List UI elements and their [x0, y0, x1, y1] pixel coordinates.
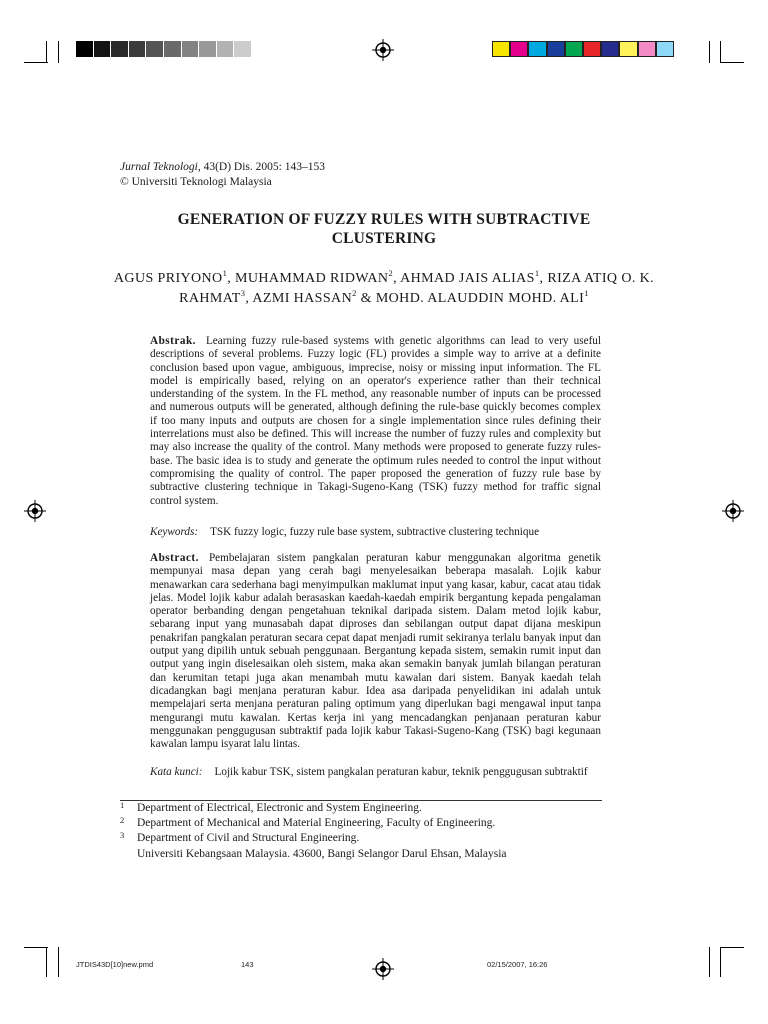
registration-mark-icon: [372, 39, 394, 61]
color-swatch: [619, 41, 637, 57]
registration-mark-icon: [722, 500, 744, 522]
slug-filename: JTDIS43D[10]new.pmd: [76, 960, 154, 969]
author-affiliation-mark: 1: [584, 288, 589, 298]
gray-swatch: [94, 41, 112, 57]
title-line: GENERATION OF FUZZY RULES WITH SUBTRACTIVE: [177, 211, 591, 228]
gray-swatch: [234, 41, 252, 57]
abstrak-text: Learning fuzzy rule-based systems with genetic algorithms can lead to very useful descriptions of several problems. Fuzzy logic (FL) provides a simple way to arrive at a definite conclusion based upon vague, ambiguous, imprecise, noisy or missing input information. The FL model is empirically based, relying on an operator's experience rather than their technical understanding of the system. In the FL method, any reasonable number of inputs can be processed and numerous outputs will be generated, although defining the rule-base quickly becomes complex if too many inputs and outputs are chosen for a single implementation since rules defining their interrelations must also be defined. This will increase the number of fuzzy rules and complexity but may also increase the quality of the control. Many methods were proposed to generate fuzzy rules-base. The basic idea is to study and generate the optimum rules needed to control the input without compromising the quality of control. The paper proposed the generation of fuzzy rule base by subtractive clustering technique in Takagi-Sugeno-Kang (TSK) fuzzy method for traffic signal control system.: [150, 335, 601, 507]
author-name: AGUS PRIYONO: [113, 271, 223, 286]
author-separator: ,: [539, 271, 548, 286]
slug-datetime: 02/15/2007, 16:26: [487, 960, 548, 969]
journal-issue: , 43(D) Dis. 2005: 143–153: [197, 161, 325, 173]
keywords-line: [150, 526, 601, 539]
footnote-text: Department of Electrical, Electronic and System Engineering.: [137, 802, 422, 814]
color-swatch: [492, 41, 510, 57]
gray-swatch: [146, 41, 164, 57]
author-name: MUHAMMAD RIDWAN: [235, 271, 389, 286]
footnote-mark: 1: [120, 800, 125, 810]
registration-mark-icon: [24, 500, 46, 522]
kata-kunci-line: [150, 766, 601, 779]
author-list: [100, 269, 668, 309]
author-separator: ,: [393, 271, 401, 286]
color-swatch: [565, 41, 583, 57]
keywords-label: Keywords:: [150, 526, 199, 538]
color-swatch: [547, 41, 565, 57]
author-separator: ,: [245, 291, 253, 306]
color-swatch: [601, 41, 619, 57]
grayscale-calibration-bar: [76, 41, 252, 57]
gray-swatch: [182, 41, 200, 57]
footnote-text: Department of Mechanical and Material Engineering, Faculty of Engineering.: [137, 817, 496, 830]
abstract-text: Pembelajaran sistem pangkalan peraturan kabur menggunakan algoritma genetik mempunyai masa depan yang cerah bagi menyelesaikan beberapa masalah. Lojik kabur menawarkan cara sederhana bagi menyimpulkan maklumat input yang kasar, kabur, cacat atau tidak jelas. Model lojik kabur adalah berasaskan kaedah-kaedah empirik bergantung kepada pengalaman operator berbanding dengan pengetahuan teknikal daripada sistem. Dalam metod lojik kabur, sebarang input yang munasabah dapat diproses dan sebilangan output dapat dijana meskipun penakrifan pangkalan peraturan secara cepat dapat menjadi rumit sekiranya terlalu banyak input dan output yang dipilih untuk sebuah penggunaan. Bergantung kepada sistem, semakin rumit input dan output yang ingin diselesaikan oleh sistem, maka akan semakin banyak jumlah bilangan peraturan dan kerumitan tetapi juga akan menambah mutu kawalan dari sistem. Banyak kaedah telah dicadangkan bagi menjana peraturan kabur. Idea asa daripada penyelidikan ini adalah untuk mempelajari serta menjana peraturan paling optimum yang diperlukan bagi mengawal input tanpa mengurangi mutu kawalan. Kertas kerja ini yang mencadangkan penjanaan peraturan kabur menggunakan penggugusan subtraktif pada lojik kabur Takasi-Sugeno-Kang (TSK) bagi kegunaan kawalan lampu isyarat lalu lintas.: [150, 552, 601, 751]
footnotes: [120, 801, 620, 862]
gray-swatch: [129, 41, 147, 57]
footnote-mark: 2: [120, 815, 125, 826]
color-swatch: [583, 41, 601, 57]
footnote-mark: 3: [120, 830, 125, 841]
author-affiliation-mark: 1: [222, 268, 228, 278]
paper-title: [100, 210, 668, 248]
author-affiliation-mark: 1: [534, 268, 540, 278]
footnote-text: Universiti Kebangsaan Malaysia. 43600, Bangi Selangor Darul Ehsan, Malaysia: [137, 847, 507, 860]
footnote: [120, 801, 620, 816]
color-swatch: [638, 41, 656, 57]
kata-kunci-text: Lojik kabur TSK, sistem pangkalan peraturan kabur, teknik penggugusan subtraktif: [214, 766, 588, 778]
registration-mark-icon: [372, 958, 394, 980]
footnote-text: Department of Civil and Structural Engineering.: [137, 832, 360, 845]
color-swatch: [528, 41, 546, 57]
footnote: [120, 847, 620, 862]
gray-swatch: [111, 41, 129, 57]
color-swatch: [656, 41, 674, 57]
slug-page-number: 143: [241, 960, 254, 969]
gray-swatch: [76, 41, 94, 57]
author-name: AZMI HASSAN: [252, 291, 353, 306]
keywords-text: TSK fuzzy logic, fuzzy rule base system, subtractive clustering technique: [210, 526, 540, 538]
abstrak-label: Abstrak.: [150, 335, 196, 347]
gray-swatch: [199, 41, 217, 57]
title-line: CLUSTERING: [331, 230, 437, 247]
author-separator: &: [356, 291, 376, 306]
author-separator: ,: [227, 271, 236, 286]
author-affiliation-mark: 3: [240, 288, 246, 298]
copyright-line: © Universiti Teknologi Malaysia: [120, 176, 272, 188]
color-swatch: [510, 41, 528, 57]
author-name: AHMAD JAIS ALIAS: [400, 271, 535, 286]
footnote: [120, 831, 620, 846]
gray-swatch: [217, 41, 235, 57]
abstract-label: Abstract.: [150, 552, 199, 564]
author-affiliation-mark: 2: [352, 288, 357, 298]
footnote: [120, 816, 620, 831]
abstract-paragraph: [150, 552, 601, 751]
journal-citation: [120, 160, 325, 190]
journal-name: Jurnal Teknologi: [120, 161, 198, 173]
author-name: MOHD. ALAUDDIN MOHD. ALI: [375, 291, 585, 306]
kata-kunci-label: Kata kunci:: [150, 766, 203, 778]
author-name: RIZA ATIQ O. K. RAHMAT: [179, 271, 655, 306]
gray-swatch: [164, 41, 182, 57]
color-calibration-bar: [492, 41, 674, 57]
journal-issue-line: [120, 160, 325, 175]
author-affiliation-mark: 2: [388, 268, 394, 278]
abstrak-paragraph: [150, 335, 601, 508]
